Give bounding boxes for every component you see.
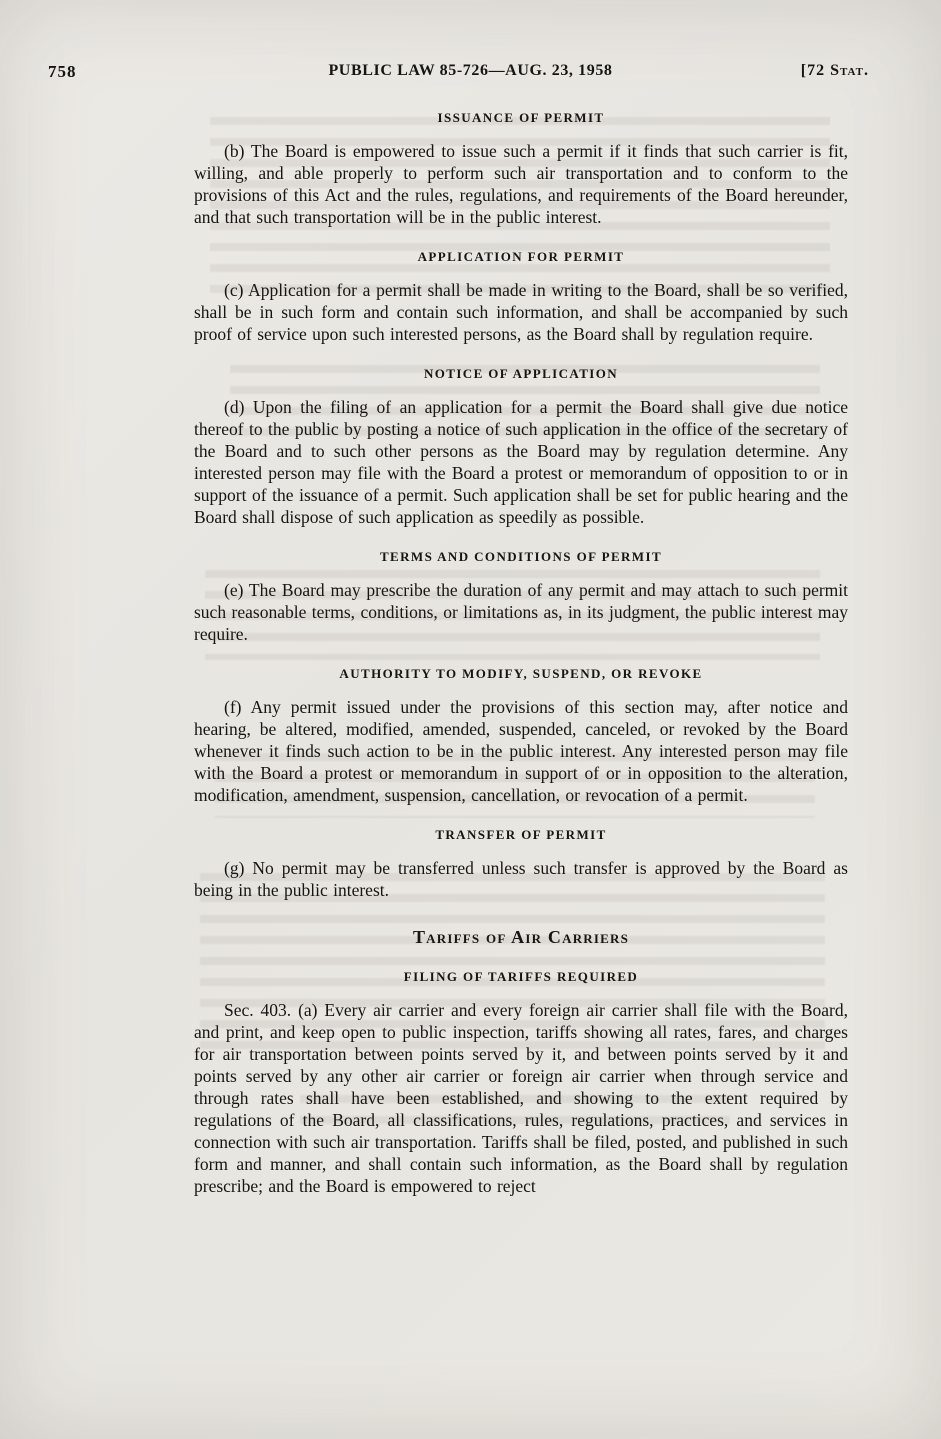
section-heading-transfer-of-permit: TRANSFER OF PERMIT bbox=[435, 827, 607, 842]
running-head bbox=[0, 62, 941, 86]
section-paragraph-c: (c) Application for a permit shall be made in writing to the Board, shall be so verified, shall be in such form and contain such information, and shall be accompanied by such proof of service upon such interested persons, as the Board shall by regulation require. bbox=[194, 280, 848, 344]
section-heading-issuance-of-permit: ISSUANCE OF PERMIT bbox=[437, 110, 605, 125]
section-paragraph-d: (d) Upon the filing of an application for a permit the Board shall give due notice thereof to the public by posting a notice of such application in the office of the secretary of the Board and to such other persons as the Board may by regulation determine. Any interested person may file with the Board a protest or memorandum of opposition to or in support of the issuance of a permit. Such application shall be set for public hearing and the Board shall dispose of such application as speedily as possible. bbox=[194, 397, 848, 527]
stat-reference: [72 Stat. bbox=[800, 62, 869, 79]
page-number: 758 bbox=[48, 62, 77, 81]
section-heading-application-for-permit: APPLICATION FOR PERMIT bbox=[417, 249, 625, 264]
section-paragraph-sec-403: Sec. 403. (a) Every air carrier and every foreign air carrier shall file with the Board, and print, and keep open to public inspection, tariffs showing all rates, fares, and charges for air transportation between points served by it, and between points served by it and points served by any other air carrier or foreign air carrier when through service and through rates shall have been established, and showing to the extent required by regulations of the Board, all classifications, rules, regulations, practices, and services in connection with such air transportation. Tariffs shall be filed, posted, and published in such form and manner, and shall contain such information, as the Board shall by regulation prescribe; and the Board is empowered to reject bbox=[194, 1000, 848, 1196]
section-heading-notice-of-application: NOTICE OF APPLICATION bbox=[423, 366, 619, 381]
section-paragraph-e: (e) The Board may prescribe the duration of any permit and may attach to such permit such reasonable terms, conditions, or limitations as, in its judgment, the public interest may require. bbox=[194, 580, 848, 644]
section-heading-terms-and-conditions: TERMS AND CONDITIONS OF PERMIT bbox=[379, 549, 663, 564]
section-paragraph-b: (b) The Board is empowered to issue such a permit if it finds that such carrier is fit, willing, and able properly to perform such air transportation and to conform to the provisions of this Act and the rules, regulations, and requirements of the Board hereunder, and that such transportation will be in the public interest. bbox=[194, 141, 848, 227]
chapter-heading-tariffs-of-air-carriers: Tariffs of Air Carriers bbox=[412, 927, 630, 947]
section-heading-filing-of-tariffs-required: FILING OF TARIFFS REQUIRED bbox=[403, 969, 639, 984]
section-paragraph-f: (f) Any permit issued under the provisions of this section may, after notice and hearing, be altered, modified, amended, suspended, canceled, or revoked by the Board whenever it finds such action to be in the public interest. Any interested person may file with the Board a protest or memorandum in support of or in opposition to the alteration, modification, amendment, suspension, cancellation, or revocation of a permit. bbox=[194, 697, 848, 805]
section-heading-authority-to-modify: AUTHORITY TO MODIFY, SUSPEND, OR REVOKE bbox=[339, 666, 703, 681]
section-paragraph-g: (g) No permit may be transferred unless such transfer is approved by the Board as being in the public interest. bbox=[194, 858, 848, 900]
page-body bbox=[194, 96, 848, 1197]
header-title: PUBLIC LAW 85-726—AUG. 23, 1958 bbox=[328, 62, 613, 79]
